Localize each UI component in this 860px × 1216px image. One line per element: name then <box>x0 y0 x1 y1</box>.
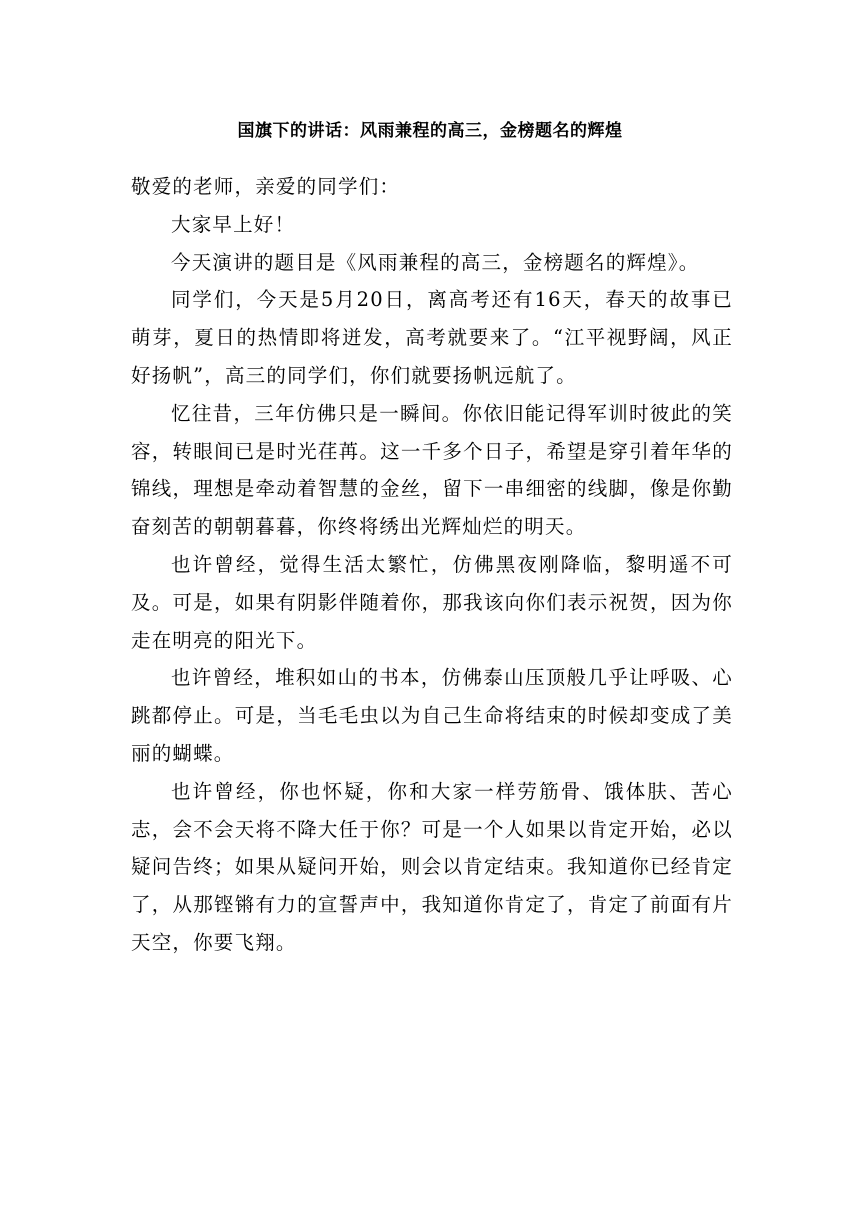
paragraph-books: 也许曾经，堆积如山的书本，仿佛泰山压顶般几乎让呼吸、心跳都停止。可是，当毛毛虫以为自己生命将结束的时候却变成了美丽的蝴蝶。 <box>131 666 733 765</box>
paragraph-topic: 今天演讲的题目是《风雨兼程的高三，金榜题名的辉煌》。 <box>171 250 700 274</box>
document-title: 国旗下的讲话：风雨兼程的高三，金榜题名的辉煌 <box>237 121 623 141</box>
salutation: 敬爱的老师，亲爱的同学们： <box>131 175 401 198</box>
paragraph-countdown: 同学们，今天是5月20日，离高考还有16天，春天的故事已萌芽，夏日的热情即将迸发，高考就要来了。“江平视野阔，风正好扬帆”，高三的同学们，你们就要扬帆远航了。 <box>131 288 733 387</box>
paragraph-busy-life: 也许曾经，觉得生活太繁忙，仿佛黑夜刚降临，黎明遥不可及。可是，如果有阴影伴随着你，那我该向你们表示祝贺，因为你走在明亮的阳光下。 <box>131 552 733 652</box>
paragraph-greeting: 大家早上好！ <box>171 212 296 236</box>
document-body <box>131 168 733 962</box>
paragraph-memories: 忆往昔，三年仿佛只是一瞬间。你依旧能记得军训时彼此的笑容，转眼间已是时光荏苒。这一千多个日子，希望是穿引着年华的锦线，理想是牵动着智慧的金丝，留下一串细密的线脚，像是你勤奋刻苦的朝朝暮暮，你终将绣出光辉灿烂的明天。 <box>131 401 733 539</box>
paragraph-doubt: 也许曾经，你也怀疑，你和大家一样劳筋骨、饿体肤、苦心志，会不会天将不降大任于你？可是一个人如果以肯定开始，必以疑问告终；如果从疑问开始，则会以肯定结束。我知道你已经肯定了，从那铿锵有力的宣誓声中，我知道你肯定了，肯定了前面有片天空，你要飞翔。 <box>131 779 733 954</box>
